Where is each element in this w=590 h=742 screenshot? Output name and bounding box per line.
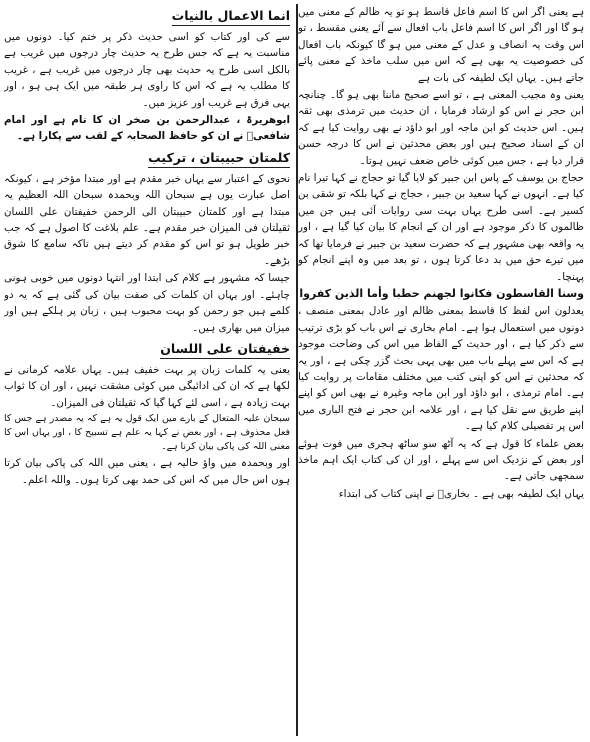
left-paragraph-1: سے کی اور کتاب کو اسی حدیث ذکر پر ختم کیا۔ دونوں میں مناسبت یہ ہے کہ جس طرح یہ حدیث چار درجوں میں غریب ہے بالکل اسی طرح یہ حدیث بھی چار درجوں میں غریب ہے ، غریب کا مطلب یہ ہے کہ اس کا راوی ہر طبقہ میں ایک ہی ہو ، اور یہی فرق ہے غریب اور عزیز میں۔	[4, 31, 290, 109]
right-column	[298, 4, 584, 736]
left-heading-3: خفیفتان علی اللسان	[160, 339, 290, 359]
left-paragraph-4: جیسا کہ مشہور ہے کلام کی ابتدا اور انتہا دونوں میں خوبی ہونی چاہئے۔ اور یہاں ان کلمات کی صفت بیان کی گئی ہے کہ یہ دو کلمے ہیں جو رحمن کو بہت محبوب ہیں ، زبان پر ہلکے ہیں اور میزان میں بھاری ہیں۔	[4, 272, 290, 334]
right-arabic-verse: وسنا القاسطون فكانوا لجهنم حطبا وأما الذين كفروا	[299, 286, 584, 300]
right-paragraph-2: یعنی وہ مجیب المعنی ہے ، تو اسے صحیح ماننا بھی ہو گا۔ چنانچہ ابن حجر نے اس کو ارشاد فرمایا ، ان حدیث میں ترمذی بھی ثقہ ہیں۔ اس حدیث کو ابن ماجہ اور ابو داؤد نے بھی روایت کیا ہے کہ ان کے اسناد صحیح ہیں اور بعض محدثین نے اس کا درجہ حسن قرار دیا ہے ، جس میں کوئی خاص ضعف نہیں ہوتا۔	[298, 89, 584, 167]
column-divider	[296, 4, 298, 736]
left-paragraph-6: سبحان علیہ المتعال کے بارے میں ایک قول یہ ہے کہ یہ مصدر ہے جس کا فعل محذوف ہے ، اور بعض نے کہا یہ علم ہے تسبیح کا ، اور یہاں اس کا معنی اللہ کی پاکی بیان کرنا ہے۔	[4, 413, 290, 453]
left-paragraph-5: یعنی یہ کلمات زبان پر بہت خفیف ہیں۔ یہاں علامہ کرمانی نے لکھا ہے کہ ان کی ادائیگی میں کوئی مشقت نہیں ، اور ان کا ثواب بہت زیادہ ہے ، اسی لئے کہا گیا کہ ثقیلتان فی المیزان۔	[4, 363, 290, 409]
left-heading-1: انما الاعمال بالنیات	[172, 6, 290, 26]
right-paragraph-1: ہے یعنی اگر اس کا اسم فاعل قاسط ہو تو یہ ظالم کے معنی میں ہو گا اور اگر اس کا اسم فاعل باب افعال سے آئے یعنی مقسط ، تو اس وقت یہ انصاف و عدل کے معنی میں ہو گا کیونکہ باب افعال کی خصوصیت یہ بھی ہے کہ اس میں سلب ماخذ کے معنی پائے جاتے ہیں۔ یہاں ایک لطیفہ کی بات ہے	[298, 6, 584, 84]
left-heading-2: کلمتان حبیبتان ، ترکیب	[148, 148, 290, 168]
right-paragraph-7: یہاں ایک لطیفہ بھی ہے ۔ بخاریؒ نے اپنی کتاب کی ابتداء	[338, 487, 584, 500]
right-paragraph-6: بعض علماء کا قول ہے کہ یہ آٹھ سو ساٹھ ہجری میں فوت ہوئے اور بعض کے نزدیک اس سے پہلے ، اور ان کی کتاب ایک اہم ماخذ سمجھی جاتی ہے۔	[298, 437, 584, 483]
left-paragraph-2: ابوھریرۃ ، عبدالرحمن بن صخر ان کا نام ہے اور امام شافعیؒ نے ان کو حافظ الصحابہ کے لقب سے پکارا ہے۔	[4, 114, 290, 143]
right-paragraph-3: حجاج بن یوسف کے پاس ابن جبیر کو لایا گیا تو حجاج نے کہا تیرا نام کیا ہے۔ انہوں نے کہا سعید بن جبیر ، حجاج نے کہا بلکہ تو شقی بن کسیر ہے۔ اسی طرح یہاں بہت سی روایات آئی ہیں جن میں ظالموں کا ذکر موجود ہے اور ان کے انجام کا بیان کیا گیا ہے ، اور یہ واقعہ بھی مشہور ہے کہ حضرت سعید بن جبیر نے فرمایا تھا کہ میں تیرے حق میں بد دعا کرتا ہوں ، تو بعد میں وہ اپنے انجام کو پہنچا۔	[298, 172, 584, 283]
right-paragraph-5: یعدلون اس لفظ کا قاسط بمعنی ظالم اور عادل بمعنی منصف ، دونوں میں استعمال ہوا ہے۔ امام بخاری نے اس باب کو بڑی ترتیب سے ذکر کیا ہے ، اور حدیث کے الفاظ میں اس کی وضاحت موجود ہے کہ اس سے پہلے باب میں بھی یہی بحث گزر چکی ہے ، اور یہ کہ محدثین نے اس کو اپنی کتب میں مختلف مقامات پر روایت کیا ہے۔ امام ترمذی ، ابو داؤد اور ابن ماجہ وغیرہ نے بھی اس کو اپنے اپنے طریق سے نقل کیا ہے ، اور علامہ ابن حجر نے فتح الباری میں اس پر تفصیلی کلام کیا ہے۔	[298, 305, 584, 433]
left-paragraph-3: نحوی کے اعتبار سے یہاں خبر مقدم ہے اور مبتدا مؤخر ہے ، کیونکہ اصل عبارت یوں ہے سبحان اللہ وبحمدہ سبحان اللہ العظیم یہ مبتدا ہے اور کلمتان حبیبتان الی الرحمن خفیفتان علی اللسان ثقیلتان فی المیزان خبر مقدم ہے۔ علم بلاغت کا اصول ہے کہ جب خبر طویل ہو تو اس کو مقدم کر دیتے ہیں تاکہ سامع کا شوق بڑھے۔	[4, 172, 290, 267]
left-column	[4, 4, 290, 736]
left-paragraph-7: اور وبحمدہ میں واؤ حالیہ ہے ، یعنی میں اللہ کی پاکی بیان کرتا ہوں اس حال میں کہ اس کی حمد بھی کرتا ہوں۔ واللہ اعلم۔	[4, 457, 290, 486]
